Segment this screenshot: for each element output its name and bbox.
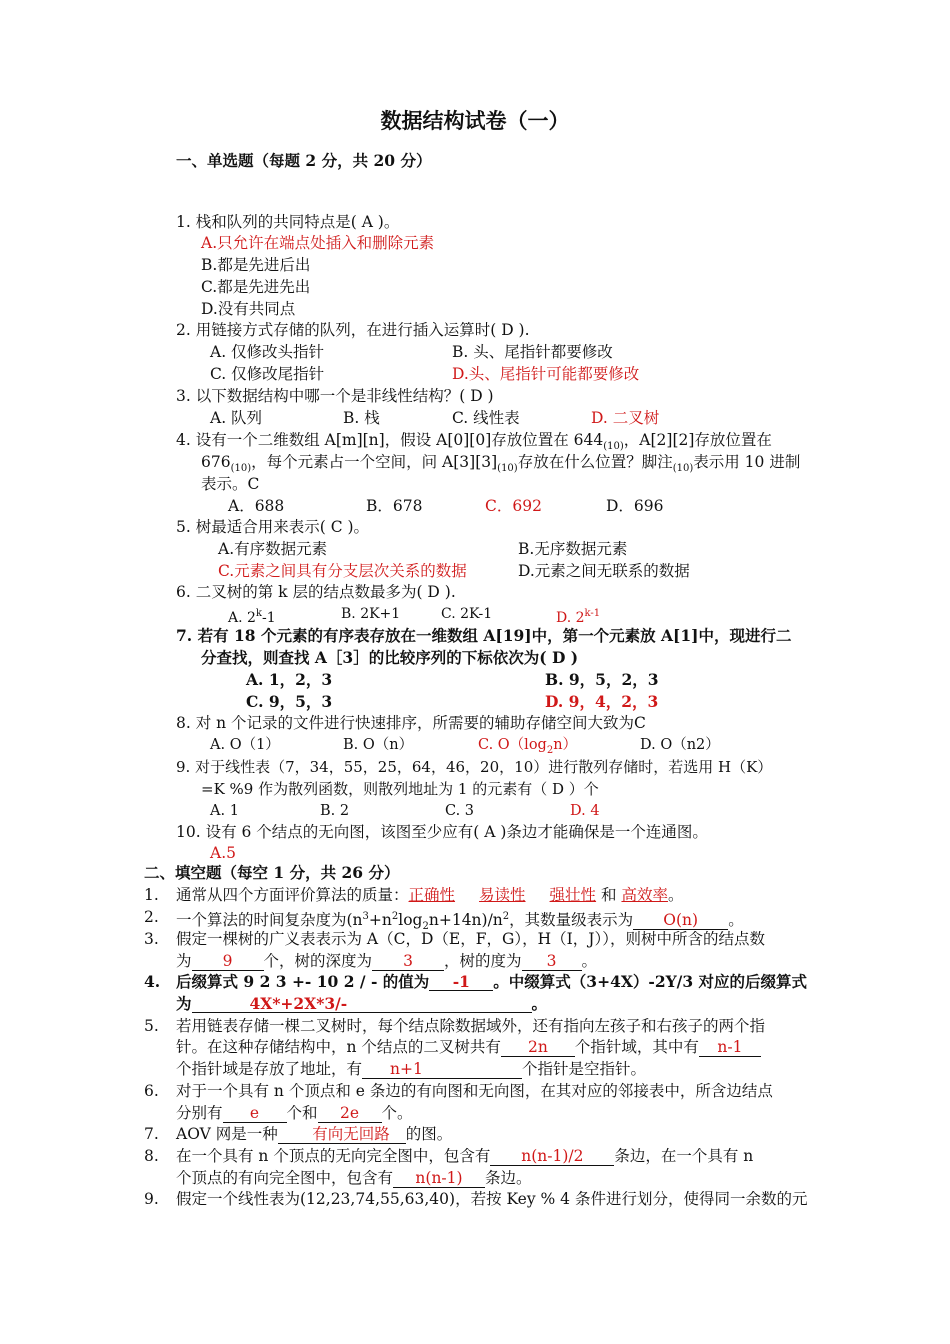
q6-a-text: A. 2	[228, 610, 256, 626]
q4-stem-line3: 表示。C	[201, 475, 260, 493]
q4-line2-b: ，每个元素占一个空间，问 A[3][3]	[251, 453, 498, 471]
q4-stem-b: ，A[2][2]存放位置在	[623, 431, 772, 449]
q1-option-a: A.只允许在端点处插入和删除元素	[201, 234, 435, 252]
q4-stem-a: 4. 设有一个二维数组 A[m][n]，假设 A[0][0]存放位置在 644	[176, 431, 604, 449]
q5-option-a: A.有序数据元素	[218, 540, 328, 558]
q5-option-d: D.元素之间无联系的数据	[518, 562, 690, 580]
q9-option-d: D. 4	[570, 803, 600, 819]
f1-end: 。	[667, 886, 684, 904]
q7-stem-line2: 分查找，则查找 A［3］的比较序列的下标依次为( D )	[201, 648, 579, 667]
f1-answer-2: 易读性	[479, 886, 526, 904]
f6-answer-1: e	[223, 1105, 287, 1123]
f4-l2b: 。	[531, 994, 548, 1013]
q6-option-b: B. 2K+1	[341, 606, 401, 622]
q7-option-c: C. 9，5，3	[246, 692, 333, 711]
f1-answer-4: 高效率	[621, 886, 668, 904]
f2-text-a: 一个算法的时间复杂度为(n	[176, 911, 363, 929]
q8-c-tail: n）	[553, 737, 578, 753]
f9-line1: 假定一个线性表为(12,23,74,55,63,40)，若按 Key % 4 条件进行划分，使得同一余数的元	[176, 1190, 808, 1208]
q7-stem-line1: 7. 若有 18 个元素的有序表存放在一维数组 A[19]中，第一个元素放 A[1]中，现进行二	[176, 626, 792, 645]
q4-option-b: B．678	[366, 497, 423, 515]
f4-answer-1: -1	[429, 973, 493, 991]
q4-line2-c: 存放在什么位置？脚注	[517, 453, 673, 471]
q10-stem: 10. 设有 6 个结点的无向图，该图至少应有( A )条边才能确保是一个连通图。	[176, 823, 708, 841]
q2-option-d: D.头、尾指针可能都要修改	[452, 365, 640, 383]
f2-sup-2: 2	[391, 911, 399, 922]
f6-l2c: 个。	[381, 1104, 413, 1122]
q1-option-c: C.都是先进先出	[201, 278, 311, 296]
q4-line2-d: 表示用 10 进制	[693, 453, 801, 471]
f8-line1	[176, 1146, 753, 1166]
f5-line1: 若用链表存储一棵二叉树时，每个结点除数据域外，还有指向左孩子和右孩子的两个指	[176, 1017, 766, 1035]
f5-l2b: 个指针域，其中有	[574, 1038, 699, 1056]
f1-answer-1: 正确性	[408, 886, 456, 904]
q4-subscript: (10)	[672, 463, 694, 474]
f4-line2	[176, 994, 547, 1014]
q2-option-c: C. 仅修改尾指针	[210, 365, 325, 383]
f2-text-b: +n	[368, 911, 392, 929]
f6-l2b: 个和	[286, 1104, 318, 1122]
f6-answer-2: 2e	[318, 1105, 382, 1123]
q9-stem-line1: 9. 对于线性表（7，34，55，25，64，46，20，10）进行散列存储时，若选用 H（K）	[176, 758, 773, 776]
q9-option-b: B. 2	[320, 803, 350, 819]
f4-l2a: 为	[176, 994, 192, 1013]
f3-line2	[176, 951, 597, 971]
f1-mid: 和	[601, 886, 617, 904]
f5-num: 5.	[144, 1017, 159, 1035]
f2-sup-3: 2	[502, 911, 510, 922]
f2-end: 。	[728, 911, 744, 929]
f7-answer: 有向无回路	[278, 1126, 406, 1144]
f3-answer-3: 3	[522, 953, 582, 971]
q4-option-d: D．696	[606, 497, 664, 515]
q2-option-b: B. 头、尾指针都要修改	[452, 343, 613, 361]
f3-l2b: 个，树的深度为	[263, 952, 373, 970]
q6-a-tail: -1	[261, 610, 276, 626]
f7-l1a: AOV 网是一种	[176, 1125, 278, 1143]
f8-num: 8.	[144, 1147, 159, 1165]
f5-answer-2: n-1	[699, 1039, 761, 1057]
q6-a-sup: k	[255, 608, 262, 619]
q5-option-c: C.元素之间具有分支层次关系的数据	[218, 562, 467, 580]
q3-option-a: A. 队列	[210, 409, 263, 427]
f7-l1b: 的图。	[405, 1125, 453, 1143]
f6-l2a: 分别有	[176, 1104, 223, 1122]
f2-text-d: n+14n)/n	[428, 911, 503, 929]
q6-option-c: C. 2K-1	[441, 606, 493, 622]
q7-option-b: B. 9，5，2，3	[545, 670, 659, 689]
q4-subscript: (10)	[230, 463, 252, 474]
section-2-heading: 二、填空题（每空 1 分，共 26 分）	[144, 863, 400, 882]
q6-d-text: D. 2	[556, 610, 585, 626]
f3-l2a: 为	[176, 952, 192, 970]
f8-answer-1: n(n-1)/2	[490, 1148, 614, 1166]
q2-option-a: A. 仅修改头指针	[210, 343, 325, 361]
f1-num: 1.	[144, 886, 159, 904]
q3-option-b: B. 栈	[343, 409, 380, 427]
q5-stem: 5. 树最适合用来表示( C )。	[176, 518, 370, 536]
f4-num: 4.	[144, 972, 161, 991]
page-title: 数据结构试卷（一）	[380, 108, 570, 133]
section-1-heading: 一、单选题（每题 2 分，共 20 分）	[176, 151, 432, 170]
q1-option-b: B.都是先进后出	[201, 256, 311, 274]
f2-answer: O(n)	[633, 912, 728, 930]
q8-option-b: B. O（n）	[343, 737, 414, 753]
q3-stem: 3. 以下数据结构中哪一个是非线性结构？( D )	[176, 387, 494, 405]
f1-text: 通常从四个方面评价算法的质量：	[176, 886, 409, 904]
q4-subscript: (10)	[497, 463, 518, 474]
f2-text-c: log	[398, 911, 423, 929]
q2-stem-text: 2. 用链接方式存储的队列，在进行插入运算时( D ).	[176, 321, 530, 339]
f3-answer-1: 9	[192, 953, 264, 971]
f9-num: 9.	[144, 1190, 159, 1208]
f5-line2	[176, 1037, 761, 1057]
f4-l1a: 后缀算式 9 2 3 +- 10 2 / - 的值为	[176, 972, 430, 991]
f8-l2b: 条边。	[485, 1169, 532, 1187]
f3-l2c: ，树的度为	[444, 952, 522, 970]
f8-answer-2: n(n-1)	[393, 1170, 485, 1188]
q4-subscript: (10)	[603, 441, 624, 452]
q6-option-a	[228, 604, 276, 628]
q9-option-a: A. 1	[210, 803, 239, 819]
q8-c-sub: 2	[546, 745, 554, 756]
q3-option-c: C. 线性表	[452, 409, 520, 427]
f3-l2d: 。	[581, 952, 598, 970]
q4-option-a: A．688	[228, 497, 285, 515]
f2-sub-1: 2	[422, 921, 429, 932]
q4-line2-a: 676	[201, 453, 231, 471]
q3-option-d: D. 二叉树	[591, 409, 660, 427]
f5-l2a: 针。在这种存储结构中，n 个结点的二叉树共有	[176, 1038, 501, 1056]
f3-answer-2: 3	[372, 953, 444, 971]
q10-answer: A.5	[210, 844, 236, 862]
q6-d-sup: k-1	[584, 608, 601, 619]
f5-answer-3: n+1	[362, 1061, 522, 1079]
f2-text-e: ，其数量级表示为	[509, 911, 634, 929]
q2-stem	[176, 320, 530, 340]
f1-line	[176, 885, 683, 905]
f7-line	[176, 1124, 452, 1144]
q5-option-b: B.无序数据元素	[518, 540, 628, 558]
f5-answer-1: 2n	[501, 1039, 575, 1057]
q9-stem-line2: =K %9 作为散列函数，则散列地址为 1 的元素有（ D ）个	[201, 780, 599, 798]
f5-l3a: 个指针域是存放了地址，有	[176, 1060, 363, 1078]
f8-l2a: 个顶点的有向完全图中，包含有	[176, 1169, 394, 1187]
f8-line2	[176, 1168, 532, 1188]
q8-c-text: C. O（log	[478, 737, 547, 753]
f6-num: 6.	[144, 1082, 159, 1100]
q4-stem-line2	[201, 452, 800, 479]
f4-line1	[176, 972, 807, 992]
f6-line1: 对于一个具有 n 个顶点和 e 条边的有向图和无向图，在其对应的邻接表中，所含边结点	[176, 1082, 773, 1100]
f3-num: 3.	[144, 930, 159, 948]
q4-option-c: C．692	[485, 497, 542, 515]
f1-answer-3: 强壮性	[549, 886, 597, 904]
q8-stem: 8. 对 n 个记录的文件进行快速排序，所需要的辅助存储空间大致为C	[176, 714, 646, 732]
q8-option-d: D. O（n2）	[640, 737, 720, 753]
f7-num: 7.	[144, 1125, 159, 1143]
f2-num: 2.	[144, 908, 159, 926]
f5-line3	[176, 1059, 646, 1079]
f3-line1: 假定一棵树的广义表表示为 A（C，D（E，F，G），H（I，J）），则树中所含的结点数	[176, 930, 765, 948]
q8-option-a: A. O（1）	[210, 737, 280, 753]
q9-option-c: C. 3	[445, 803, 475, 819]
q6-stem: 6. 二叉树的第 k 层的结点数最多为( D ).	[176, 583, 456, 601]
f4-l1b: 。中缀算式（3+4X）-2Y/3 对应的后缀算式	[493, 972, 808, 991]
f5-l3b: 个指针是空指针。	[522, 1060, 647, 1078]
f8-l1b: 条边，在一个具有 n	[614, 1147, 754, 1165]
f4-answer-2: 4X*+2X*3/-	[192, 995, 532, 1013]
q1-option-d: D.没有共同点	[201, 300, 296, 318]
q7-option-d: D. 9，4，2，3	[545, 692, 659, 711]
f6-line2	[176, 1103, 413, 1123]
f8-l1a: 在一个具有 n 个顶点的无向完全图中，包含有	[176, 1147, 491, 1165]
f2-sup-1: 3	[362, 911, 369, 922]
q1-stem: 1. 栈和队列的共同特点是( A )。	[176, 213, 400, 231]
q7-option-a: A. 1，2，3	[246, 670, 333, 689]
q6-option-d	[556, 604, 600, 628]
